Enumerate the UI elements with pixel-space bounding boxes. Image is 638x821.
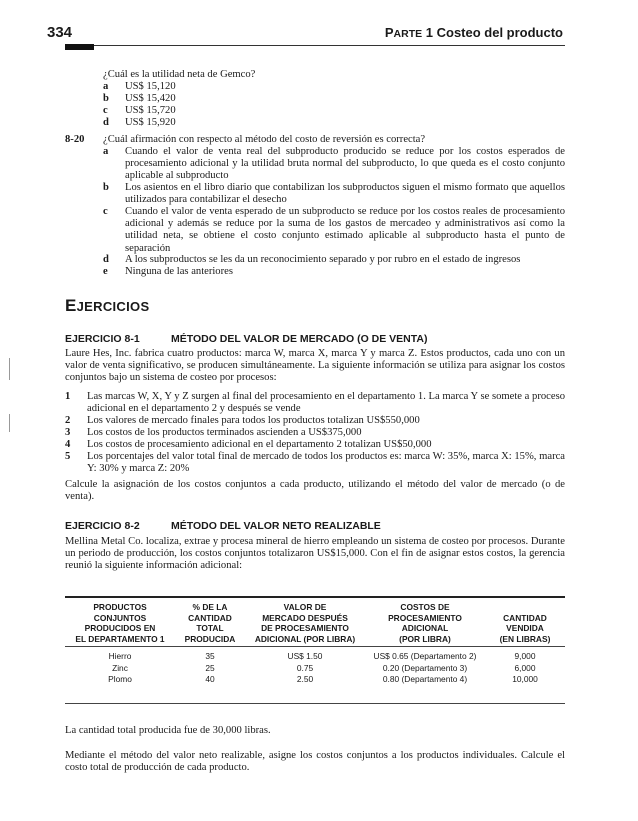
option-row <box>103 105 176 117</box>
item-text: Los costos de procesamiento adicional en el departamento 2 totalizan US$50,000 <box>87 439 432 450</box>
option-letter: c <box>103 105 108 116</box>
exercise-label: EJERCICIO 8-2 <box>65 520 140 532</box>
option-text: A los subproductos se les da un reconocimiento separado y por rubro en el estado de ingresos <box>125 254 521 265</box>
option-text: US$ 15,920 <box>125 117 176 128</box>
exercise-label: EJERCICIO 8-1 <box>65 333 140 345</box>
table-cell: 0.75 <box>296 662 314 673</box>
option-letter: b <box>103 93 109 104</box>
section-title-rest: JERCICIOS <box>76 299 150 314</box>
table-cell: 2.50 <box>296 674 314 684</box>
table-row <box>65 674 565 686</box>
option-row <box>103 81 176 93</box>
page-number: 334 <box>47 24 73 41</box>
numbered-item <box>65 427 565 439</box>
section-title <box>65 296 149 316</box>
table-cell: 0.20 (Departamento 3) <box>382 662 468 673</box>
option-text: US$ 15,420 <box>125 93 176 104</box>
option-text: US$ 15,720 <box>125 105 176 116</box>
part-title: Costeo del producto <box>436 25 563 40</box>
column-header: % DE LA CANTIDAD TOTAL PRODUCIDA <box>175 597 245 647</box>
column-header: PRODUCTOS CONJUNTOS PRODUCIDOS EN EL DEPARTAMENTO 1 <box>65 597 175 647</box>
table-cell: US$ 0.65 (Departamento 2) <box>373 651 477 661</box>
exercise-title: MÉTODO DEL VALOR NETO REALIZABLE <box>171 520 381 532</box>
table-cell: 25 <box>205 662 215 673</box>
option-row <box>103 93 176 105</box>
margin-mark <box>9 414 10 432</box>
option-row <box>103 266 565 278</box>
item-text: Los valores de mercado finales para todos los productos totalizan US$550,000 <box>87 415 420 426</box>
column-header: CANTIDAD VENDIDA (EN LIBRAS) <box>485 597 565 647</box>
table-row <box>65 663 565 675</box>
option-text: Cuando el valor de venta real del subproducto producido se reduce por los costos esperados de procesamiento adicional y la utilidad bruta normal del subproducto, lo que queda es el costo conjunto aplicable al subproducto <box>125 146 565 182</box>
option-row <box>103 206 565 255</box>
data-table <box>65 596 565 686</box>
item-number: 1 <box>65 391 71 402</box>
numbered-item <box>65 451 565 475</box>
table-cell: Zinc <box>112 662 128 673</box>
table-cell: 40 <box>205 674 215 684</box>
option-letter: e <box>103 266 108 277</box>
numbered-item <box>65 439 565 451</box>
header-black-bar <box>65 44 94 50</box>
question-number: 8-20 <box>65 134 85 145</box>
table-cell: Hierro <box>108 651 132 661</box>
option-text: Cuando el valor de venta esperado de un subproducto se reduce por los costos reales de procesamiento adicional y además se reduce por la suma de los gastos de mercadeo y administrativos así como la utilidad neta, se obtiene el costo conjunto estimado aplicable al subproducto hasta el punto de separación <box>125 206 565 254</box>
exercise-title: MÉTODO DEL VALOR DE MERCADO (O DE VENTA) <box>171 333 428 345</box>
question-stem: ¿Cuál es la utilidad neta de Gemco? <box>103 69 256 80</box>
option-letter: a <box>103 81 109 92</box>
part-label-initial: P <box>384 25 394 40</box>
part-number: 1 <box>425 25 433 40</box>
table-bottom-rule <box>65 703 565 704</box>
option-row <box>103 182 565 206</box>
part-label-rest: ARTE <box>393 28 423 40</box>
table-cell: US$ 1.50 <box>287 651 323 661</box>
exercise-note: La cantidad total producida fue de 30,000 libras. <box>65 725 271 736</box>
item-number: 4 <box>65 439 71 450</box>
option-row <box>103 254 565 266</box>
margin-mark <box>9 358 10 380</box>
option-letter: b <box>103 182 109 193</box>
option-text: US$ 15,120 <box>125 81 176 92</box>
exercise-intro: Laure Hes, Inc. fabrica cuatro productos: marca W, marca X, marca Y y marca Z. Estos productos, cada uno con un valor de venta significativo, se producen simultáneamente. La siguiente información se utiliza para asignar los costos conjuntos bajo un sistema de costeo por procesos: <box>65 348 565 384</box>
option-letter: c <box>103 206 108 217</box>
column-header: COSTOS DE PROCESAMIENTO ADICIONAL (POR LIBRA) <box>365 597 485 647</box>
table-row <box>65 647 565 663</box>
table-cell: 9,000 <box>514 651 536 661</box>
table-cell: 10,000 <box>512 674 538 684</box>
exercise-intro: Mellina Metal Co. localiza, extrae y procesa mineral de hierro empleando un sistema de costeo por procesos. Durante un periodo de producción, los costos conjuntos totalizaron US$15,000. Con el fin de asignar estos costos, la gerencia reunió la siguiente información adicional: <box>65 536 565 572</box>
numbered-item <box>65 391 565 415</box>
option-row <box>103 146 565 183</box>
exercise-task: Mediante el método del valor neto realizable, asigne los costos conjuntos a los productos individuales. Calcule el costo total de producción de cada producto. <box>65 750 565 774</box>
option-text: Ninguna de las anteriores <box>125 266 233 277</box>
item-number: 2 <box>65 415 71 426</box>
column-header: VALOR DE MERCADO DESPUÉS DE PROCESAMIENTO ADICIONAL (POR LIBRA) <box>245 597 365 647</box>
header-rule <box>65 45 565 46</box>
table-cell: 6,000 <box>514 662 536 673</box>
table-header-row <box>65 597 565 647</box>
item-number: 3 <box>65 427 71 438</box>
item-number: 5 <box>65 451 71 462</box>
running-header <box>385 25 563 40</box>
exercise-task: Calcule la asignación de los costos conjuntos a cada producto, utilizando el método del valor de mercado (o de venta). <box>65 479 565 503</box>
option-letter: a <box>103 146 109 157</box>
table-cell: Plomo <box>108 674 132 684</box>
option-text: Los asientos en el libro diario que contabilizan los subproductos siguen el mismo formato que aquellos utilizados para contabilizar el desecho <box>125 182 565 206</box>
option-letter: d <box>103 254 109 265</box>
section-title-initial: E <box>65 296 77 315</box>
item-text: Las marcas W, X, Y y Z surgen al final del procesamiento en el departamento 1. La marca Y se somete a proceso adicional en el departamento 2 y después se vende <box>87 391 565 415</box>
question-stem: ¿Cuál afirmación con respecto al método del costo de reversión es correcta? <box>103 134 426 145</box>
table-cell: 0.80 (Departamento 4) <box>382 674 468 684</box>
table-cell: 35 <box>205 651 215 661</box>
item-text: Los porcentajes del valor total final de mercado de todos los productos es: marca W: 35%, marca X: 15%, marca Y: 30% y marca Z: 20% <box>87 451 565 475</box>
item-text: Los costos de los productos terminados ascienden a US$375,000 <box>87 427 362 438</box>
option-row <box>103 117 176 129</box>
option-letter: d <box>103 117 109 128</box>
numbered-item <box>65 415 565 427</box>
